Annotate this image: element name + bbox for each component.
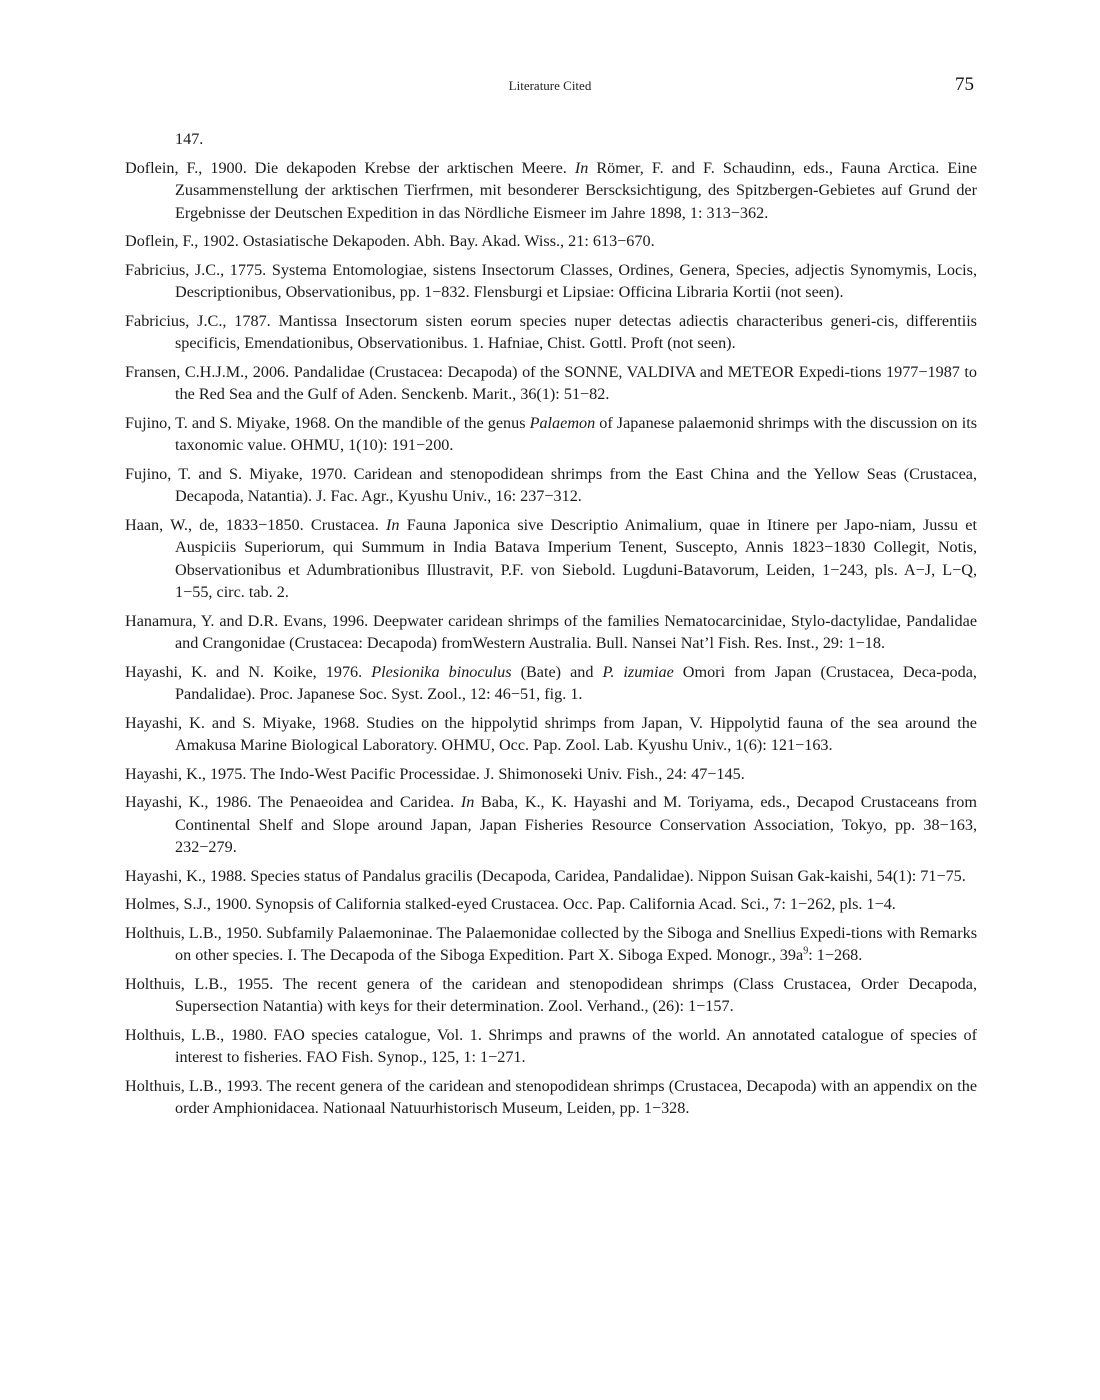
reference-entry [125,610,977,655]
reference-text: Hayashi, K., 1986. The Penaeoidea and Caridea. [125,793,461,811]
reference-text: Holthuis, L.B., 1950. Subfamily Palaemoninae. The Palaemonidae collected by the Siboga and Snellius Expedi-tions with Remarks on other species. I. The Decapoda of the Siboga Expedition. Part X. Siboga Exped. Monogr., 39a [125,923,977,964]
reference-text: Fransen, C.H.J.M., 2006. Pandalidae (Crustacea: Decapoda) of the SONNE, VALDIVA and METEOR Expedi-tions 1977−1987 to the Red Sea and the Gulf of Aden. Senckenb. Marit., 36(1): 51−82. [125,362,977,403]
reference-entry [125,973,977,1018]
reference-text: Hayashi, K., 1988. Species status of Pandalus gracilis (Decapoda, Caridea, Pandalidae). Nippon Suisan Gak-kaishi, 54(1): 71−75. [125,866,966,885]
italic-text: In [386,515,400,534]
reference-text: of Japanese palaemonid shrimps with the discussion on its taxonomic value. OHMU, 1(10): 191−200. [175,413,977,454]
italic-text: In [460,793,475,811]
reference-text: Baba, K., K. Hayashi and M. Toriyama, eds., Decapod Crustaceans from Continental Shelf and Slope around Japan, Japan Fisheries Resource Conservation Association, Tokyo, pp. 38−163, 232−279. [175,793,977,856]
reference-entry [125,463,977,508]
reference-text: Holthuis, L.B., 1980. FAO species catalogue, Vol. 1. Shrimps and prawns of the world. An annotated catalogue of species of interest to fisheries. FAO Fish. Synop., 125, 1: 1−271. [125,1025,977,1066]
reference-entry [125,791,977,859]
running-head: Literature Cited [508,78,592,93]
reference-text: Hayashi, K., 1975. The Indo-West Pacific Processidae. J. Shimonoseki Univ. Fish., 24: 47−145. [125,764,745,783]
page-header [0,76,1100,98]
reference-entry [125,412,977,457]
reference-text: Fujino, T. and S. Miyake, 1970. Caridean and stenopodidean shrimps from the East China and the Yellow Seas (Crustacea, Decapoda, Natantia). J. Fac. Agr., Kyushu Univ., 16: 237−312. [125,464,977,505]
reference-entry [125,893,977,916]
reference-entry [125,361,977,406]
reference-text: Hayashi, K. and N. Koike, 1976. [125,662,372,681]
reference-text: Holmes, S.J., 1900. Synopsis of California stalked-eyed Crustacea. Occ. Pap. California Acad. Sci., 7: 1−262, pls. 1−4. [125,895,896,913]
reference-entry [125,514,977,604]
reference-text: Hayashi, K. and S. Miyake, 1968. Studies on the hippolytid shrimps from Japan, V. Hippolytid fauna of the sea around the Amakusa Marine Biological Laboratory. OHMU, Occ. Pap. Zool. Lab. Kyushu Univ., 1(6): 121−163. [125,713,977,754]
reference-text: Doflein, F., 1902. Ostasiatische Dekapoden. Abh. Bay. Akad. Wiss., 21: 613−670. [125,232,655,250]
reference-entry [125,157,977,225]
reference-text: Doflein, F., 1900. Die dekapoden Krebse der arktischen Meere. [125,158,575,177]
reference-entry [125,865,977,888]
reference-text: Fauna Japonica sive Descriptio Animalium, quae in Itinere per Japo-niam, Jussu et Auspiciis Superiorum, qui Summum in India Batava Imperium Tenent, Suscepto, Annis 1823−1830 Collegit, Notis, Observationibus et Adumbrationibus Illustravit, P.F. von Siebold. Lugduni-Batavorum, Leiden, 1−243, pls. A−J, L−Q, 1−55, circ. tab. 2. [175,515,977,601]
reference-entry [125,661,977,706]
page-number: 75 [955,74,974,95]
reference-text: (Bate) and [511,662,603,681]
italic-text: P. izumiae [602,662,674,681]
reference-entry [125,230,977,253]
reference-text: Holthuis, L.B., 1993. The recent genera of the caridean and stenopodidean shrimps (Crustacea, Decapoda) with an appendix on the order Amphionidacea. Nationaal Natuurhistorisch Museum, Leiden, pp. 1−328. [125,1076,977,1117]
italic-text: In [574,158,589,177]
reference-list [125,128,977,1126]
reference-text: Holthuis, L.B., 1955. The recent genera of the caridean and stenopodidean shrimps (Class Crustacea, Order Decapoda, Supersection Natantia) with keys for their determination. Zool. Verhand., (26): 1−157. [125,974,977,1015]
italic-text: Plesionika binoculus [371,662,512,681]
reference-entry [125,1075,977,1120]
superscript: 9 [803,945,809,957]
reference-entry [125,259,977,304]
reference-text: Fujino, T. and S. Miyake, 1968. On the mandible of the genus [125,413,530,432]
reference-entry [125,922,977,967]
reference-text: : 1−268. [808,946,863,964]
reference-text: Fabricius, J.C., 1787. Mantissa Insectorum sisten eorum species nuper detectas adiectis characteribus generi-cis, differentiis specificis, Emendationibus, Observationibus. 1. Hafniae, Chist. Gottl. Proft (not seen). [125,311,977,352]
reference-text: Omori from Japan (Crustacea, Deca-poda, Pandalidae). Proc. Japanese Soc. Syst. Zool., 12: 46−51, fig. 1. [175,662,977,703]
reference-continuation [125,128,977,151]
reference-text: 147. [175,130,204,148]
italic-text: Palaemon [529,413,596,432]
reference-text: Römer, F. and F. Schaudinn, eds., Fauna Arctica. Eine Zusammenstellung der arktischen Tierfrmen, mit besonderer Berscksichtigung, des Spitzbergen-Gebietes auf Grund der Ergebnisse der Deutschen Expedition in das Nördliche Eismeer im Jahre 1898, 1: 313−362. [175,158,977,222]
reference-entry [125,1024,977,1069]
reference-text: Fabricius, J.C., 1775. Systema Entomologiae, sistens Insectorum Classes, Ordines, Genera, Species, adjectis Synomymis, Locis, Descriptionibus, Observationibus, pp. 1−832. Flensburgi et Lipsiae: Officina Libraria Kortii (not seen). [125,260,977,301]
reference-entry [125,712,977,757]
reference-entry [125,763,977,786]
reference-entry [125,310,977,355]
reference-text: Haan, W., de, 1833−1850. Crustacea. [125,515,386,534]
reference-text: Hanamura, Y. and D.R. Evans, 1996. Deepwater caridean shrimps of the families Nematocarcinidae, Stylo-dactylidae, Pandalidae and Crangonidae (Crustacea: Decapoda) fromWestern Australia. Bull. Nansei Nat’l Fish. Res. Inst., 29: 1−18. [125,611,977,652]
